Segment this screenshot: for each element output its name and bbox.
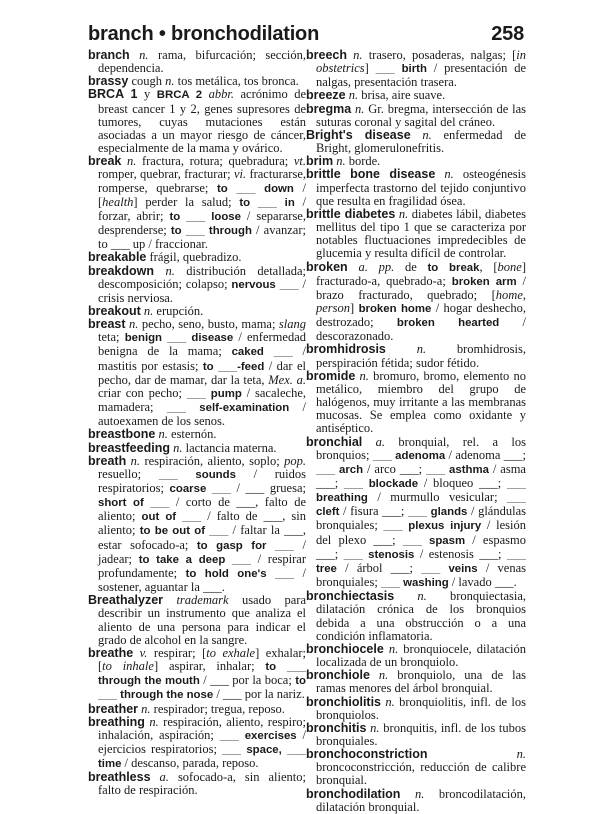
entry-phrase: ___ pump	[186, 387, 242, 400]
entry-headword: bronchiocele	[306, 641, 384, 656]
entry-phrase: to take a deep ___	[138, 553, 251, 566]
entry-label: n.	[385, 342, 457, 357]
entry-headword: bronchial	[306, 434, 363, 449]
entry-label: n.	[369, 668, 398, 683]
entry-phrase: out of ___	[141, 511, 202, 524]
entry-headword: breakout	[88, 303, 141, 318]
entry-text: / descorazonado.	[316, 315, 526, 344]
entry-text: fractura, rotura; quebradura;	[141, 154, 294, 169]
entry-text: lactancia materna.	[185, 440, 277, 455]
entry-headword: bronchiole	[306, 668, 370, 683]
dictionary-entry	[88, 594, 306, 647]
entry-text: / brazo fracturado, quebrado; [	[316, 273, 526, 302]
entry-phrase: ___ tree	[316, 548, 526, 575]
entry-text: ]	[364, 61, 376, 76]
entry-text: de	[404, 259, 428, 274]
entry-label: a.	[150, 770, 178, 785]
entry-text: / autoexamen de los senos.	[98, 400, 306, 429]
entry-phrase: ___ adenoma	[372, 449, 446, 462]
entry-label: n.	[140, 303, 157, 318]
entry-text: enfermedad de Bright, glomerulonefritis.	[316, 127, 526, 156]
entry-text: / hogar deshecho, destrozado;	[316, 300, 526, 330]
entry-label: vt.	[293, 154, 306, 169]
entry-headword: breastfeeding	[88, 440, 170, 455]
entry-headword: bronchiectasis	[306, 589, 395, 604]
entry-text: / asma ___;	[316, 461, 526, 490]
entry-phrase: ___ asthma	[426, 463, 489, 476]
entry-headword: breakable	[88, 250, 147, 265]
entry-text: / espasmo ___;	[316, 532, 526, 561]
entry-text: / ejercicios respiratorios;	[98, 727, 306, 756]
entry-phrase: to ___ down	[217, 182, 294, 195]
entry-text: / ___ por la nariz.	[213, 687, 305, 702]
entry-text: Gr. bregma, intersección de las suturas coronal y sagital del cráneo.	[316, 101, 526, 129]
entry-phrase: to ___ in	[239, 196, 295, 209]
entry-phrase: ___ blockade	[343, 478, 419, 490]
entry-text: / glándulas bronquiales;	[316, 504, 526, 533]
entry-label: n.	[154, 263, 187, 278]
entry-text: bromuro, bromo, elemento no metálico, miembro del grupo de halógenos, muy irritante a las membranas mucosas. Se emplea como oxidante y antiséptico.	[316, 368, 527, 436]
entry-headword: bronchitis	[306, 720, 367, 735]
entry-phrase: to ___ through the nose	[98, 675, 306, 702]
dictionary-entry	[88, 155, 306, 251]
dictionary-entry	[88, 265, 306, 305]
right-column	[306, 49, 526, 814]
entry-text: respirar; [	[153, 645, 207, 660]
entry-label: n.	[381, 694, 400, 709]
entry-headword: breech	[306, 48, 347, 62]
entry-text: / fisura ___;	[339, 504, 409, 519]
entry-phrase: ___ birth	[375, 63, 427, 76]
entry-phrase: ___ self-examination	[166, 402, 290, 415]
entry-text: ] aspirar, inhalar;	[153, 659, 266, 674]
entry-label: a.	[362, 434, 399, 449]
entry-text: / [	[98, 180, 306, 209]
entry-text: teta;	[98, 330, 125, 345]
entry-headword: broken	[306, 259, 348, 274]
entry-headword: breathless	[88, 770, 151, 785]
entry-label: n.	[347, 48, 369, 62]
entry-text: fracturarse, romperse, quebrarse;	[98, 167, 306, 195]
entry-headword: break	[88, 154, 122, 169]
entry-label: abbr.	[202, 87, 241, 102]
entry-label: n.	[126, 453, 145, 468]
entry-label: Mex. a.	[268, 372, 306, 387]
entry-phrase: nervous ___	[231, 278, 299, 291]
entry-label: n.	[345, 88, 362, 103]
dictionary-entry	[306, 261, 526, 344]
entry-label: a. pp.	[347, 259, 405, 274]
entry-label: to inhale	[102, 659, 154, 674]
entry-label: n.	[395, 206, 412, 221]
entry-label: n.	[155, 427, 172, 442]
entry-headword: breeze	[306, 88, 346, 103]
dictionary-entry	[306, 788, 526, 814]
entry-text: respiración, aliento, soplo;	[144, 453, 285, 468]
dictionary-entry	[88, 49, 306, 75]
entry-label: n.	[333, 154, 349, 169]
entry-label: bone	[497, 259, 522, 274]
entry-headword: breathe	[88, 645, 134, 660]
entry-text: / jadear;	[98, 537, 306, 566]
entry-phrase: coarse ___	[169, 483, 231, 495]
entry-phrase: benign ___ disease	[124, 332, 234, 345]
entry-text: ]	[350, 300, 359, 315]
entry-label: in obstetrics	[316, 48, 526, 76]
entry-label: n.	[121, 154, 142, 169]
dictionary-entry	[306, 103, 526, 129]
entry-label: n.	[129, 48, 158, 62]
entry-text: / crisis nerviosa.	[98, 276, 307, 305]
entry-label: n.	[394, 589, 450, 604]
dictionary-entry	[88, 771, 306, 797]
entry-text: / enfermedad benigna de la mama;	[98, 330, 307, 359]
entry-label: n.	[144, 714, 164, 729]
entry-text: / venas bronquiales;	[316, 560, 526, 590]
entry-headword: breakdown	[88, 263, 154, 278]
entry-text: erupción.	[156, 303, 204, 318]
left-column	[88, 49, 306, 798]
entry-label: home, person	[316, 287, 526, 315]
entry-label: health	[102, 194, 134, 209]
entry-headword: breastbone	[88, 427, 156, 442]
entry-phrase: to ___ loose	[169, 210, 241, 223]
entry-text: bronquiolitis, infl. de los bronquiolos.	[316, 694, 527, 722]
dictionary-entry	[306, 343, 526, 369]
entry-text: / lesión del plexo ___;	[316, 518, 526, 547]
entry-headword: branch	[88, 48, 130, 62]
entry-label: n.	[138, 701, 154, 716]
entry-text: ] fracturado-a, quebrado-a;	[316, 259, 526, 288]
entry-text: bronquitis, infl. de los tubos bronquiales.	[316, 720, 527, 748]
entry-text: / estenosis ___;	[414, 546, 507, 561]
entry-headword: brassy	[88, 74, 129, 89]
entry-phrase: ___ space, ___ time	[98, 743, 306, 771]
entry-label: pop.	[284, 453, 306, 468]
entry-text: / descanso, parada, reposo.	[121, 756, 259, 771]
entry-phrase: ___ veins	[421, 562, 478, 575]
entry-phrase: short of ___	[98, 497, 170, 510]
entry-text: / corto de ___, falto de aliento;	[98, 495, 306, 524]
entry-text: borde.	[348, 154, 381, 169]
dictionary-entry	[88, 318, 306, 428]
dictionary-entry	[306, 49, 526, 89]
entry-phrase: broken arm	[451, 275, 517, 288]
entry-text: osteogénesis imperfecta trastorno del tejido conjuntivo que resulta en fragilidad ósea.	[316, 167, 526, 208]
entry-text: respiración, aliento, respiro; inhalación, aspiración;	[98, 714, 306, 742]
dictionary-entry	[306, 208, 526, 261]
entry-phrase: ___ sounds	[158, 468, 236, 481]
entry-phrase: to be out of ___	[139, 525, 229, 538]
entry-text: / ruidos respiratorios;	[98, 466, 306, 495]
entry-text: / falto de ___, sin aliento;	[98, 509, 306, 538]
entry-text: cough	[128, 74, 166, 89]
entry-label: n.	[169, 440, 186, 455]
entry-text: bronquiolo, una de las ramas menores del árbol bronquial.	[316, 668, 526, 696]
entry-label: n.	[351, 101, 369, 116]
dictionary-entry	[306, 669, 526, 695]
page-header	[88, 18, 524, 46]
entry-text: / ___ por la boca;	[199, 673, 296, 688]
entry-label: n.	[410, 127, 444, 142]
dictionary-entry	[306, 129, 526, 155]
entry-headword: breath	[88, 453, 127, 468]
entry-label: n.	[125, 317, 142, 332]
entry-label: slang	[278, 317, 306, 332]
entry-phrase: ___ cleft	[316, 492, 526, 519]
entry-phrase: ___ glands	[408, 506, 468, 519]
entry-text: romper, quebrar, fracturar;	[98, 167, 234, 182]
entry-text: esternón.	[171, 427, 217, 442]
entry-phrase: ___ spasm	[402, 534, 466, 547]
entry-text: frágil, quebradizo.	[146, 250, 242, 265]
entry-text: / sostener, aguantar la ___.	[98, 565, 306, 595]
dictionary-entry	[306, 168, 526, 207]
entry-label: n.	[435, 167, 463, 182]
entry-headword: breathing	[88, 714, 145, 729]
entry-text: / bloqueo ___;	[418, 476, 507, 490]
entry-label: n.	[400, 786, 439, 801]
entry-phrase: to ___ through the mouth	[98, 661, 307, 688]
entry-text: bronquiocele, dilatación localizada de un bronquiolo.	[316, 641, 526, 670]
entry-text: usado para describir un instrumento que analiza el aliento de una persona para indicar el grado de alcohol en la sangre.	[98, 593, 307, 647]
entry-text: trasero, posaderas, nalgas; [	[368, 48, 517, 62]
entry-phrase: ___ plexus injury	[383, 520, 482, 533]
entry-headword: breast	[88, 317, 126, 332]
entry-label: to exhale	[206, 645, 256, 660]
page-number: 258	[491, 23, 524, 45]
entry-label: vi.	[233, 167, 250, 182]
entry-headword: Breathalyzer	[88, 593, 164, 608]
entry-text: criar con pecho;	[98, 385, 187, 400]
entry-text: / murmullo vesicular;	[367, 490, 507, 505]
dictionary-entry	[88, 716, 306, 772]
entry-headword: bronchiolitis	[306, 694, 381, 709]
entry-text: / forzar, abrir;	[98, 194, 306, 223]
entry-text: y	[137, 87, 157, 102]
entry-text: / lavado ___.	[448, 575, 517, 590]
entry-headword: BRCA 1	[88, 87, 138, 102]
entry-phrase: to ___ through	[170, 225, 252, 238]
entry-text: / ___ gruesa;	[230, 481, 306, 495]
entry-text: bronquial, rel. a los bronquios;	[316, 434, 526, 462]
entry-phrase: to ___-feed	[202, 360, 265, 373]
entry-text: diabetes lábil, diabetes mellitus del tipo 1 que se caracteriza por notables fluctuaciones impredecibles de glucemia y resulta difícil de controlar.	[316, 206, 526, 261]
entry-text: / mastitis por estasis;	[98, 344, 307, 373]
entry-label: n.	[427, 747, 526, 762]
entry-phrase: ___ washing	[380, 577, 449, 590]
entry-phrase: caked ___	[231, 346, 293, 359]
entry-phrase: to hold one's ___	[185, 567, 295, 580]
entry-phrase: ___ breathing	[316, 478, 526, 505]
dictionary-entry	[88, 88, 306, 155]
entry-text: pecho, seno, busto, mama;	[141, 317, 279, 332]
entry-text: broncodilatación, dilatación bronquial.	[316, 786, 526, 814]
entry-label: n.	[165, 74, 178, 89]
entry-text: / adenoma ___;	[445, 447, 526, 462]
entry-text: distribución detallada; descomposición; colapso;	[98, 263, 306, 291]
entry-text: , [	[479, 259, 498, 274]
entry-text: acrónimo de breast cancer 1 y 2, genes supresores de tumores, cuyas mutaciones están asociadas a un mayor riesgo de cáncer, especialmente de la mama y ovárico.	[98, 87, 307, 156]
entry-label: n.	[383, 641, 404, 656]
entry-phrase: BRCA 2	[156, 89, 203, 102]
entry-text: resuello;	[98, 466, 159, 481]
entry-label: n.	[355, 368, 374, 383]
dictionary-entry	[306, 436, 526, 591]
entry-text: tos metálica, tos bronca.	[177, 74, 299, 89]
entry-phrase: to break	[427, 261, 480, 274]
entry-text: / arco ___;	[363, 461, 427, 476]
dictionary-entry	[88, 647, 306, 703]
entry-headword: brittle diabetes	[306, 206, 396, 221]
entry-phrase: broken hearted	[396, 317, 500, 330]
entry-text: rama, bifurcación; sección, dependencia.	[98, 48, 306, 76]
entry-phrase: to gasp for ___	[196, 539, 295, 552]
entry-headword: bronchoconstriction	[306, 747, 428, 762]
entry-headword: bregma	[306, 101, 352, 116]
entry-headword: Bright's disease	[306, 127, 411, 142]
dictionary-entry	[306, 590, 526, 643]
dictionary-entry	[306, 748, 526, 787]
entry-text: sofocado-a, sin aliento; falto de respiración.	[98, 770, 306, 798]
entry-text: / dar el pecho, dar de mamar, dar la teta,	[98, 358, 306, 387]
entry-phrase: ___ stenosis	[343, 548, 415, 561]
entry-text: broncoconstricción, reducción de calibre bronquial.	[316, 760, 526, 788]
entry-text: / avanzar; to ___ up / fraccionar.	[98, 223, 306, 252]
dictionary-entry	[88, 455, 306, 595]
entry-text: ] exhalar; [	[98, 645, 306, 674]
dictionary-entry	[306, 370, 526, 436]
dictionary-entry	[306, 696, 526, 722]
entry-headword: bromhidrosis	[306, 342, 386, 357]
entry-text: bromhidrosis, perspiración fétida; sudor fétido.	[316, 342, 526, 370]
entry-label: trademark	[163, 593, 242, 608]
entry-headword: bronchodilation	[306, 786, 401, 801]
entry-headword: breather	[88, 701, 139, 716]
entry-label: v.	[133, 645, 154, 660]
entry-phrase: broken home	[358, 302, 432, 315]
entry-headword: brittle bone disease	[306, 167, 436, 182]
entry-text: / presentación de nalgas, presentación trasera.	[316, 61, 527, 90]
entry-headword: bromide	[306, 368, 356, 383]
guide-words: branch • bronchodilation	[88, 23, 320, 45]
entry-label: n.	[366, 720, 384, 735]
entry-text: / faltar la ___, estar sofocado-a;	[98, 523, 306, 552]
entry-text: / sacaleche, mamadera;	[98, 385, 307, 415]
entry-text: brisa, aire suave.	[361, 88, 446, 103]
entry-text: / separarse, desprenderse;	[98, 208, 306, 238]
dictionary-entry	[306, 643, 526, 669]
entry-text: / árbol ___;	[336, 560, 422, 575]
entry-text: ] perder la salud;	[133, 194, 240, 209]
entry-text: respirador; tregua, reposo.	[153, 701, 285, 716]
entry-text: bronquiectasia, dilatación crónica de los bronquios debida a una obstrucción o a una condición inflamatoria.	[316, 589, 526, 643]
entry-phrase: ___ arch	[316, 463, 364, 476]
entry-text: / respirar profundamente;	[98, 551, 306, 580]
entry-headword: brim	[306, 154, 334, 169]
dictionary-entry	[306, 722, 526, 748]
entry-phrase: ___ exercises	[219, 729, 297, 742]
